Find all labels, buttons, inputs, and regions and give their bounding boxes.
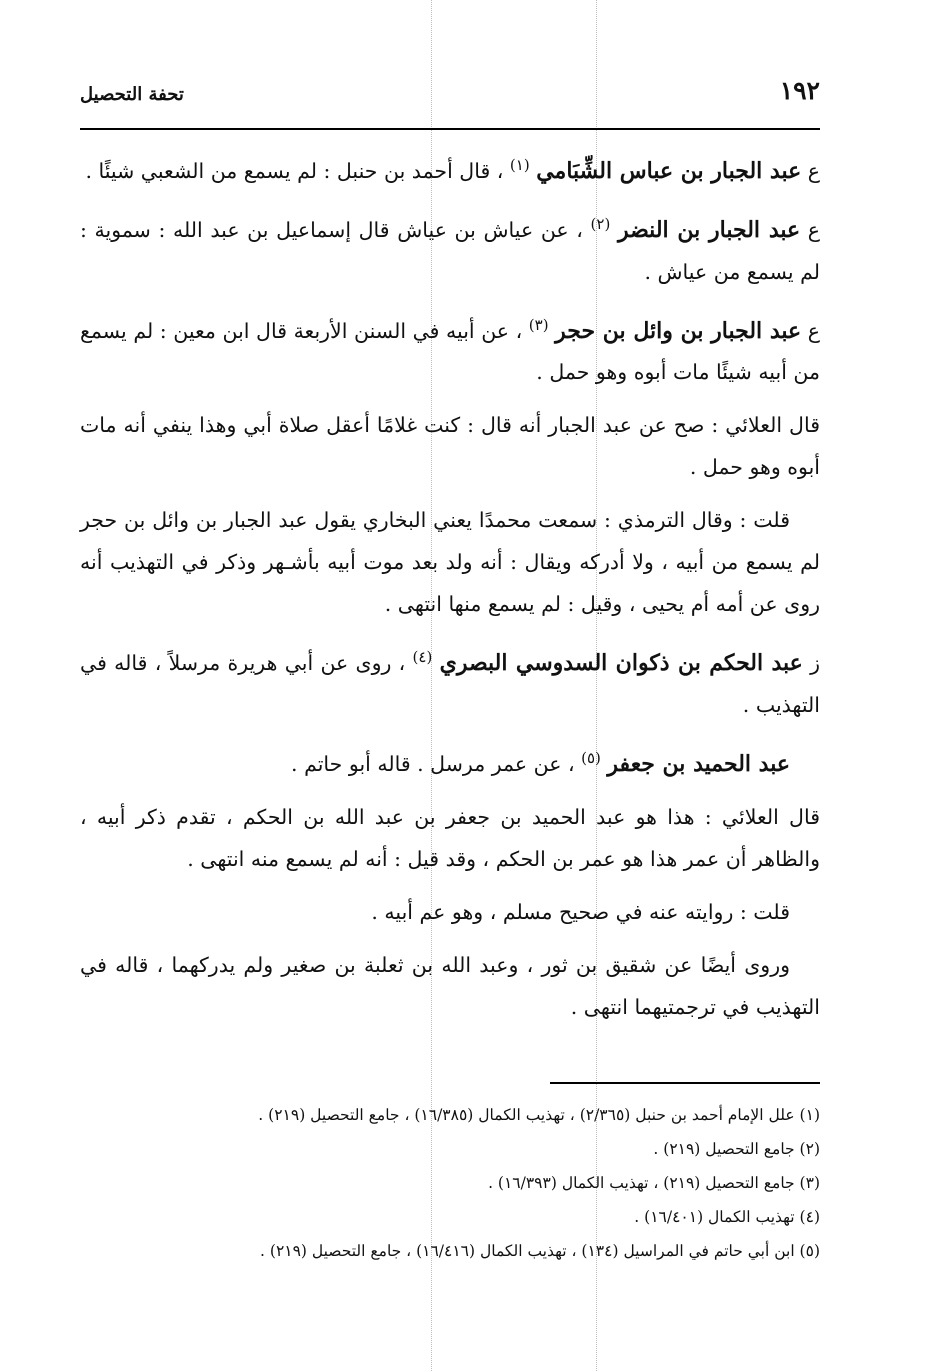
entry-text: ، قال أحمد بن حنبل : لم يسمع من الشعبي شيئًا . (85, 158, 510, 183)
entry-heading: عبد الحكم بن ذكوان السدوسي البصري (439, 650, 803, 677)
paragraph-text: قلت : وقال الترمذي : سمعت محمدًا يعني البخاري يقول عبد الجبار بن وائل بن حجر لم يسمع من أبيه ، ولا أدركه ويقال : أنه ولد بعد موت أبيه بأشـهر وذكر في التهذيب أنه روى عن أمه أم يحيى ، وقيل : لم يسمع منها انتهى . (80, 508, 820, 617)
entry-abd-al-hakam (80, 636, 820, 726)
paragraph-author-note-3 (80, 944, 820, 1028)
entry-abd-al-hamid (80, 737, 820, 785)
entry-heading: عبد الجبار بن وائل بن حجر (555, 317, 802, 344)
entry-abd-al-jabbar-ibn-abbas (80, 144, 820, 192)
footnote-ref: (٤) (412, 648, 433, 667)
paragraph-author-note-2 (80, 891, 820, 933)
paragraph-alai-comment-2 (80, 796, 820, 880)
footnote-ref: (١) (509, 156, 530, 174)
entry-heading: عبد الجبار بن النضر (617, 216, 801, 243)
footnote-2: (٢) جامع التحصيل (٢١٩) . (653, 1140, 820, 1158)
footnote-4: (٤) تهذيب الكمال (١٦/٤٠١) . (634, 1208, 820, 1226)
paragraph-text: قال العلائي : هذا هو عبد الحميد بن جعفر بن عبد الله بن الحكم ، تقدم ذكر أبيه ، والظاهر أن عمر هذا هو عمر بن الحكم ، وقد قيل : أنه لم يسمع منه انتهى . (80, 805, 820, 872)
entry-abd-al-jabbar-ibn-al-nadr (80, 203, 820, 293)
book-page (80, 70, 821, 1260)
running-title: تحفة التحصيل (80, 84, 184, 105)
entry-abd-al-jabbar-ibn-wail (80, 304, 820, 394)
footnotes (80, 1082, 820, 1268)
footnote-3: (٣) جامع التحصيل (٢١٩) ، تهذيب الكمال (١٦/٣٩٣) . (488, 1174, 820, 1192)
entry-heading: عبد الجبار بن عباس الشِّبَامي (536, 157, 802, 184)
paragraph-text: وروى أيضًا عن شقيق بن ثور ، وعبد الله بن ثعلبة بن صغير ولم يدركهما ، قاله في التهذيب في ترجمتيهما انتهى . (80, 953, 820, 1020)
header-rule (80, 128, 820, 130)
footnote-5: (٥) ابن أبي حاتم في المراسيل (١٣٤) ، تهذيب الكمال (١٦/٤١٦) ، جامع التحصيل (٢١٩) . (260, 1242, 820, 1260)
entry-marker: ع (800, 217, 821, 242)
paragraph-alai-comment-1 (80, 404, 820, 488)
footnote-ref: (٥) (581, 749, 601, 768)
entry-text: ، عن عمر مرسل . قاله أبو حاتم . (291, 752, 582, 777)
page-body (80, 144, 820, 1039)
paragraph-text: قال العلائي : صح عن عبد الجبار أنه قال : كنت غلامًا أعقل صلاة أبي وهذا ينفي أنه مات أبوه وهو حمل . (80, 413, 820, 480)
page-number: ١٩٢ (779, 76, 820, 105)
page-header (80, 70, 820, 110)
footnote-1: (١) علل الإمام أحمد بن حنبل (٢/٣٦٥) ، تهذيب الكمال (١٦/٣٨٥) ، جامع التحصيل (٢١٩) . (258, 1106, 820, 1124)
entry-heading: عبد الحميد بن جعفر (607, 751, 790, 778)
footnote-rule (550, 1082, 820, 1084)
footnote-ref: (٢) (590, 214, 611, 233)
entry-text: ، روى عن أبي هريرة مرسلاً ، قاله في التهذيب . (80, 651, 820, 718)
paragraph-author-note-1 (80, 499, 820, 625)
entry-marker: ع (801, 158, 820, 183)
entry-text: ، عن عياش بن عياش قال إسماعيل بن عبد الله : سموية : لم يسمع من عياش . (80, 217, 820, 284)
entry-marker: ع (801, 318, 821, 343)
entry-marker: ز (802, 651, 820, 676)
footnote-ref: (٣) (528, 315, 549, 334)
paragraph-text: قلت : روايته عنه في صحيح مسلم ، وهو عم أبيه . (371, 900, 790, 925)
entry-text: ، عن أبيه في السنن الأربعة قال ابن معين : لم يسمع من أبيه شيئًا مات أبوه وهو حمل . (80, 318, 820, 385)
